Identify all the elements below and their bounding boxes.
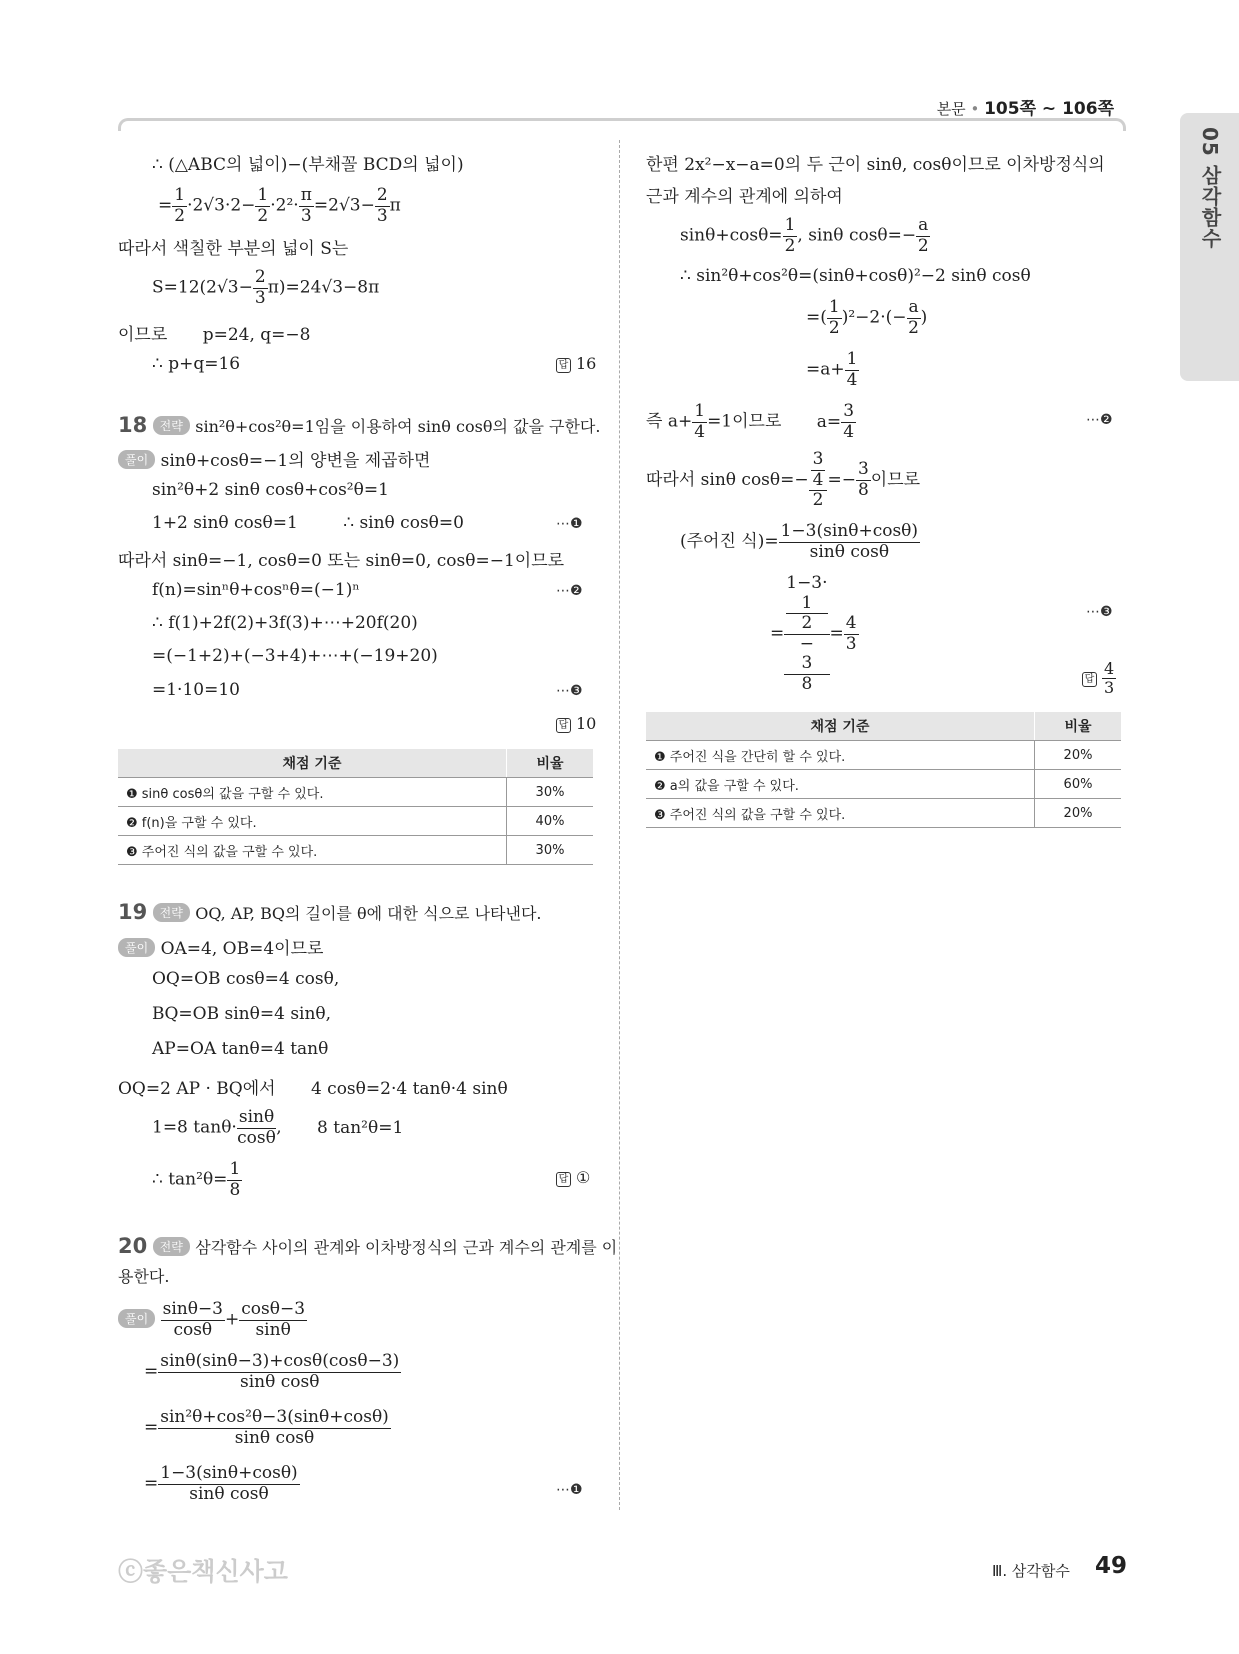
step-mark-3: ⋯❸ xyxy=(1086,604,1113,620)
step-mark-3: ⋯❸ xyxy=(556,683,583,699)
math-line: OQ=OB cosθ=4 cosθ, xyxy=(152,969,340,989)
answer-icon: 답 xyxy=(556,718,571,733)
text-line: 이므로 p=24, q=−8 xyxy=(118,325,311,345)
math-line: =( $\frac{1}{2}$ )²−2·(− $\frac{a}{2}$ ) xyxy=(806,297,928,338)
text-line: ∴ (△ABC의 넓이)−(부채꼴 BCD의 넓이) xyxy=(152,155,464,175)
math-line: 따라서 sinθ cosθ=− 3 4 2 =− $\frac{3}{8}$ 이므로 xyxy=(646,449,921,511)
solution-tag: 풀이 xyxy=(118,1309,155,1328)
math-line: BQ=OB sinθ=4 sinθ, xyxy=(152,1004,332,1024)
math-line: ∴ sin²θ+cos²θ=(sinθ+cosθ)²−2 sinθ cosθ xyxy=(680,266,1031,286)
math-line: AP=OA tanθ=4 tanθ xyxy=(152,1039,329,1059)
math-line: sinθ+cosθ= $\frac{1}{2}$ , sinθ cosθ=− $\frac{a}{2}$ xyxy=(680,215,929,256)
math-line: 즉 a+ $\frac{1}{4}$ =1이므로 a= $\frac{3}{4}$ xyxy=(646,401,855,442)
chapter-tab[interactable]: 05 삼각함수 xyxy=(1180,113,1239,381)
math-line: = 1−3· 1 2 − 3 8 = $\frac{4}{3}$ xyxy=(770,573,857,694)
math-line: f(n)=sinⁿθ+cosⁿθ=(−1)ⁿ xyxy=(152,580,360,600)
math-line: 1+2 sinθ cosθ=1 ∴ sinθ cosθ=0 xyxy=(152,513,464,533)
question-19-heading: 19 전략 OQ, AP, BQ의 길이를 θ에 대한 식으로 나타낸다. xyxy=(118,900,542,924)
footer-section: Ⅲ. 삼각함수 xyxy=(992,1562,1070,1580)
table-row: ❷ f(n)을 구할 수 있다. 40% xyxy=(118,807,593,836)
table-row: ❶ sinθ cosθ의 값을 구할 수 있다. 30% xyxy=(118,778,593,807)
scoring-table-18: 채점 기준 비율 ❶ sinθ cosθ의 값을 구할 수 있다. 30% ❷ f(n)을 구할 수 있다. 40% ❸ 주어진 식의 값을 구할 수 있다. 30% xyxy=(118,749,593,865)
math-line: OQ=2 AP · BQ에서 4 cosθ=2·4 tanθ·4 sinθ xyxy=(118,1079,508,1099)
math-line: sin²θ+2 sinθ cosθ+cos²θ=1 xyxy=(152,480,389,500)
answer-icon: 답 xyxy=(556,1172,571,1187)
math-line: (주어진 식)= $\frac{1-3(\sin\theta+\cos\theta)}{\text{sinθ cosθ}}$ xyxy=(680,521,919,562)
solution-line: 풀이 sinθ+cosθ=−1의 양변을 제곱하면 xyxy=(118,446,430,471)
question-20-heading: 20 전략 삼각함수 사이의 관계와 이차방정식의 근과 계수의 관계를 이 xyxy=(118,1234,618,1258)
table-row: ❶ 주어진 식을 간단히 할 수 있다. 20% xyxy=(646,741,1121,770)
page-range: 105쪽 ~ 106쪽 xyxy=(984,99,1114,119)
question-18-heading: 18 전략 sin²θ+cos²θ=1임을 이용하여 sinθ cosθ의 값을 구한다. xyxy=(118,413,601,437)
table-row: ❸ 주어진 식의 값을 구할 수 있다. 30% xyxy=(118,836,593,865)
math-line: ∴ tan²θ= $\frac{1}{8}$ xyxy=(152,1159,241,1200)
solution-tag: 풀이 xyxy=(118,938,155,957)
math-line: ∴ f(1)+2f(2)+3f(3)+⋯+20f(20) xyxy=(152,613,418,633)
math-line: ∴ p+q=16 xyxy=(152,354,241,374)
text-line: 용한다. xyxy=(118,1267,170,1286)
math-line: = $\frac{\sin\theta(\sin\theta-3)+\cos\theta(\cos\theta-3)}{\text{sinθ cosθ}}$ xyxy=(144,1351,400,1392)
strategy-tag: 전략 xyxy=(153,416,190,435)
math-line: 1=8 tanθ· $\frac{\sin\theta}{\cos\theta}$ , 8 tan²θ=1 xyxy=(152,1107,404,1148)
math-line: =1·10=10 xyxy=(152,680,240,700)
answer-19: 답 ① xyxy=(556,1168,590,1187)
step-mark-2: ⋯❷ xyxy=(556,583,583,599)
answer-18: 답 10 xyxy=(556,714,596,733)
answer-17: 답 16 xyxy=(556,354,596,373)
answer-icon: 답 xyxy=(1082,672,1097,687)
solution-line: 풀이 $\frac{\sin\theta-3}{\cos\theta}$ + $\frac{\cos\theta-3}{\sin\theta}$ xyxy=(118,1300,307,1340)
math-line: = $\frac{1-3(\sin\theta+\cos\theta)}{\text{sinθ cosθ}}$ xyxy=(144,1463,298,1504)
strategy-tag: 전략 xyxy=(153,903,190,922)
text-line: 한편 2x²−x−a=0의 두 근이 sinθ, cosθ이므로 이차방정식의 xyxy=(646,155,1105,175)
scoring-table-20: 채점 기준 비율 ❶ 주어진 식을 간단히 할 수 있다. 20% ❷ a의 값을 구할 수 있다. 60% ❸ 주어진 식의 값을 구할 수 있다. 20% xyxy=(646,712,1121,828)
answer-icon: 답 xyxy=(556,358,571,373)
text-line: 따라서 sinθ=−1, cosθ=0 또는 sinθ=0, cosθ=−1이므로 xyxy=(118,551,565,571)
top-rule xyxy=(118,118,1126,131)
step-mark-2: ⋯❷ xyxy=(1086,412,1113,428)
math-line: = $\frac{1}{2}$ ·2√3·2− $\frac{1}{2}$ ·2²· $\frac{\pi}{3}$ =2√3− $\frac{2}{3}$ π xyxy=(158,185,401,226)
math-line: = $\frac{\text{sin²θ+cos²θ−3(sinθ+cosθ)}}{\text{sinθ cosθ}}$ xyxy=(144,1407,389,1448)
text-line: 따라서 색칠한 부분의 넓이 S는 xyxy=(118,239,349,259)
publisher-logo: ⓒ좋은책신사고 xyxy=(118,1557,288,1586)
page-number: 49 xyxy=(1095,1553,1128,1579)
step-mark-1: ⋯❶ xyxy=(556,1482,583,1498)
math-line: =(−1+2)+(−3+4)+⋯+(−19+20) xyxy=(152,646,438,666)
answer-20: 답 $\frac{4}{3}$ xyxy=(1082,660,1116,698)
table-row: ❷ a의 값을 구할 수 있다. 60% xyxy=(646,770,1121,799)
math-line: =a+ $\frac{1}{4}$ xyxy=(806,349,858,390)
text-line: 근과 계수의 관계에 의하여 xyxy=(646,187,843,207)
column-divider xyxy=(619,140,620,1510)
page-header: 본문 • 105쪽 ~ 106쪽 xyxy=(936,99,1114,119)
table-row: ❸ 주어진 식의 값을 구할 수 있다. 20% xyxy=(646,799,1121,828)
step-mark-1: ⋯❶ xyxy=(556,516,583,532)
math-line: S=12(2√3− $\frac{2}{3}$ π)=24√3−8π xyxy=(152,267,380,308)
solution-line: 풀이 OA=4, OB=4이므로 xyxy=(118,934,323,959)
strategy-tag: 전략 xyxy=(153,1237,190,1256)
solution-tag: 풀이 xyxy=(118,450,155,469)
